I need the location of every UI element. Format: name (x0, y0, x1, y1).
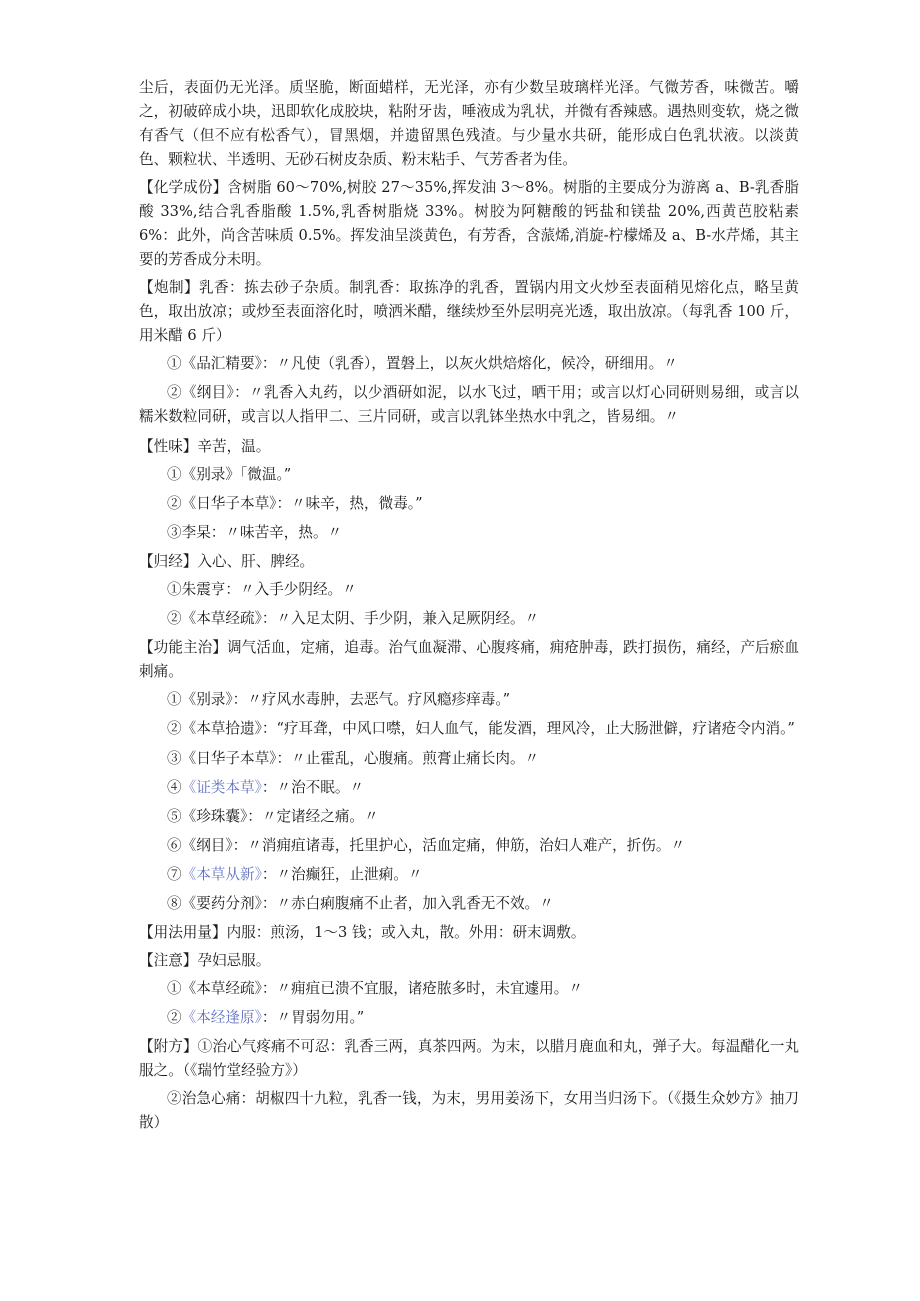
quote-text: ：〃治不眠。〃 (261, 779, 365, 796)
paragraph-processing: 【炮制】乳香：拣去砂子杂质。制乳香：取拣净的乳香，置锅内用文火炒至表面稍见熔化点，略呈黄色，取出放凉；或炒至表面溶化时，喷洒米醋，继续炒至外层明亮光透，取出放凉。（每乳香 100 斤，用米醋 6 斤） (139, 279, 799, 344)
functions-quote: ②《本草拾遗》：“疗耳聋，中风口噤，妇人血气，能发酒，理风冷，止大肠泄僻，疗诸疮令内消。” (167, 720, 795, 737)
book-link-bencao-congxin[interactable]: 《本草从新》 (181, 866, 262, 883)
formulas-heading: 【附方】①治心气疼痛不可忍：乳香三两，真茶四两。为末，以腊月鹿血和丸，弹子大。每温醋化一丸服之。（《瑞竹堂经验方》） (139, 1038, 799, 1079)
book-link-zhenglei-bencao[interactable]: 《证类本草》 (181, 779, 262, 796)
document-body (139, 76, 799, 1140)
quote-number: ⑦ (167, 866, 182, 883)
nature-quote: ②《日华子本草》：〃味辛，热，微毒。” (167, 495, 423, 512)
quote-text: ：〃治癫狂，止泄痢。〃 (261, 866, 423, 883)
functions-quote: ①《别录》：〃疗风水毒肿，去恶气。疗风瘾疹痒毒。” (167, 691, 511, 708)
processing-quote: ②《纲目》：〃乳香入丸药，以少酒研如泥，以水飞过，晒干用；或言以灯心同研则易细，或言以糯米数粒同研，或言以人指甲二、三片同研，或言以乳钵坐热水中乳之，皆易细。〃 (139, 384, 799, 425)
caution-heading: 【注意】孕妇忌服。 (139, 952, 271, 969)
nature-quote: ③李杲：〃味苦辛，热。〃 (167, 524, 343, 541)
caution-quote (139, 1006, 799, 1030)
functions-quote: ⑥《纲目》：〃消痈疽诸毒，托里护心，活血定痛，伸筋，治妇人难产，折伤。〃 (167, 837, 686, 854)
functions-quote (139, 863, 799, 887)
functions-quote: ⑤《珍珠囊》：〃定诸经之痛。〃 (167, 808, 379, 825)
book-link-benjing-fengyuan[interactable]: 《本经逢原》 (181, 1009, 262, 1026)
quote-number: ② (167, 1009, 182, 1026)
caution-quote: ①《本草经疏》：〃痈疽已溃不宜服，诸疮脓多时，未宜遽用。〃 (167, 980, 583, 997)
functions-quote: ③《日华子本草》：〃止霍乱，心腹痛。煎膏止痛长肉。〃 (167, 750, 540, 767)
meridian-quote: ①朱震亨：〃入手少阴经。〃 (167, 581, 357, 598)
paragraph-description: 尘后，表面仍无光泽。质坚脆，断面蜡样，无光泽，亦有少数呈玻璃样光泽。气微芳香，味微苦。嚼之，初破碎成小块，迅即软化成胶块，粘附牙齿，唾液成为乳状，并微有香辣感。遇热则变软，烧之微有香气（但不应有松香气），冒黑烟，并遗留黑色残渣。与少量水共研，能形成白色乳状液。以淡黄色、颗粒状、半透明、无砂石树皮杂质、粉末粘手、气芳香者为佳。 (139, 79, 799, 168)
functions-quote: ⑧《要药分剂》：〃赤白痢腹痛不止者，加入乳香无不效。〃 (167, 895, 554, 912)
processing-quote: ①《品汇精要》：〃凡使（乳香），置磐上，以灰火烘焙熔化，候冷，研细用。〃 (167, 355, 678, 372)
paragraph-chemistry: 【化学成份】含树脂 60～70%,树胶 27～35%,挥发油 3～8%。树脂的主要成分为游离 a、B-乳香脂酸 33%,结合乳香脂酸 1.5%,乳香树脂烧 33%。树胶为阿糖酸的钙盐和镁盐 20%,西黄芭胶粘素 6%：此外，尚含苦味质 0.5%。挥发油呈淡黄色，有芳香，含蒎烯,消旋-柠檬烯及 a、B-水芹烯，其主要的芳香成分未明。 (139, 179, 799, 268)
functions-heading: 【功能主治】调气活血，定痛，追毒。治气血凝滞、心腹疼痛，痈疮肿毒，跌打损伤，痛经，产后瘀血刺痛。 (139, 639, 799, 680)
nature-heading: 【性味】辛苦，温。 (139, 438, 271, 455)
usage-heading: 【用法用量】内服：煎汤，1～3 钱；或入丸，散。外用：研末调敷。 (139, 924, 586, 941)
meridian-heading: 【归经】入心、肝、脾经。 (139, 553, 315, 570)
functions-quote (139, 776, 799, 800)
quote-text: ：〃胃弱勿用。” (261, 1009, 365, 1026)
quote-number: ④ (167, 779, 182, 796)
meridian-quote: ②《本草经疏》：〃入足太阴、手少阴，兼入足厥阴经。〃 (167, 610, 540, 627)
formula-item: ②治急心痛：胡椒四十九粒，乳香一钱，为末，男用姜汤下，女用当归汤下。（《摄生众妙方》抽刀散） (139, 1090, 799, 1131)
nature-quote: ①《别录》「微温。” (167, 466, 292, 483)
